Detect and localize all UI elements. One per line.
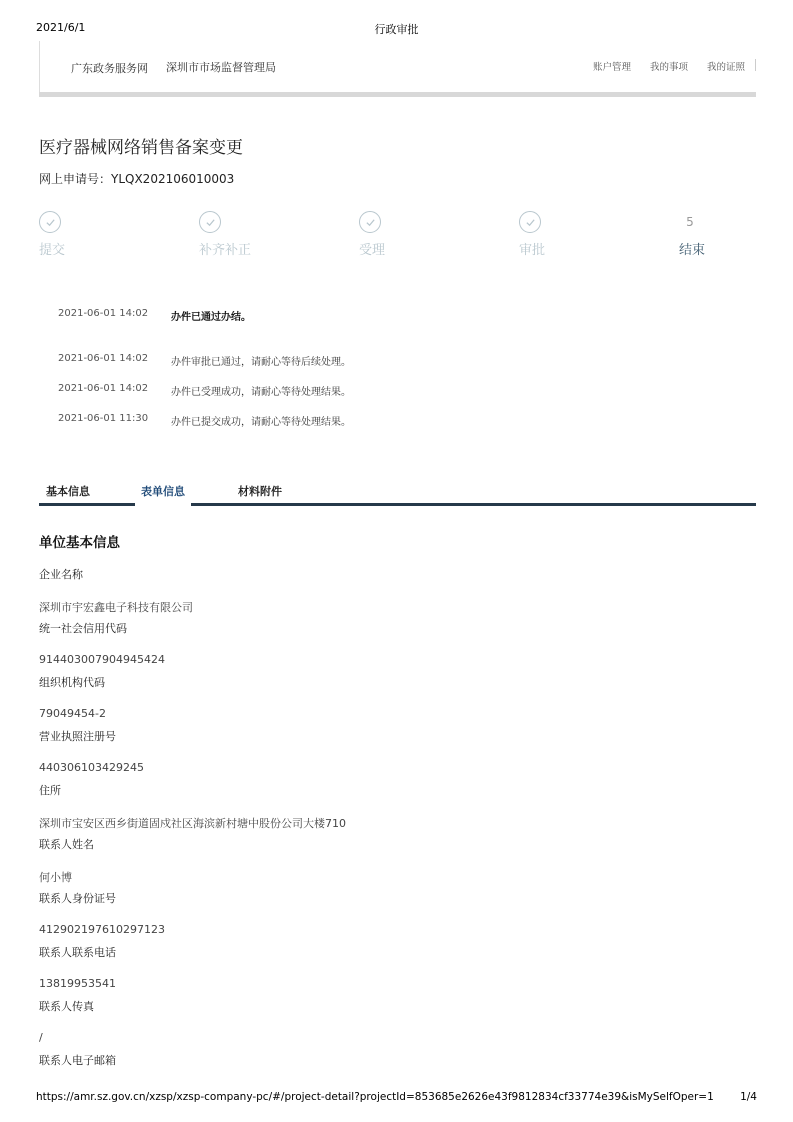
step-label: 补齐补正 (199, 243, 252, 258)
portal-link[interactable]: 广东政务服务网 (71, 62, 148, 75)
step-label: 结束 (679, 243, 706, 258)
page-title: 医疗器械网络销售备案变更 (39, 138, 243, 158)
field-label-company-name: 企业名称 (39, 568, 83, 581)
field-label-contact-name: 联系人姓名 (39, 838, 94, 851)
print-page-number: 1/4 (740, 1091, 757, 1103)
detail-tabs (39, 478, 756, 506)
timeline-time: 2021-06-01 11:30 (58, 413, 149, 424)
field-value-contact-name: 何小博 (39, 871, 72, 884)
nav-my-matters[interactable]: 我的事项 (649, 62, 688, 73)
tab-basic-info[interactable]: 基本信息 (46, 485, 90, 498)
tab-attachments[interactable]: 材料附件 (238, 485, 282, 498)
field-value-contact-phone: 13819953541 (39, 977, 116, 990)
timeline-message: 办件审批已通过，请耐心等待后续处理。 (171, 357, 351, 368)
bureau-name: 深圳市市场监督管理局 (166, 61, 276, 74)
check-icon (39, 211, 61, 233)
print-date: 2021/6/1 (36, 21, 86, 34)
step-supplement (199, 211, 279, 258)
step-label: 提交 (39, 243, 66, 258)
nav-account-management[interactable]: 账户管理 (592, 62, 631, 73)
nav-divider (755, 59, 756, 71)
field-value-address: 深圳市宝安区西乡街道固戍社区海滨新村塘中股份公司大楼710 (39, 817, 346, 830)
tab-form-info[interactable]: 表单信息 (141, 478, 185, 506)
field-value-company-name: 深圳市宇宏鑫电子科技有限公司 (39, 601, 193, 614)
step-accept (359, 211, 439, 258)
field-label-contact-fax: 联系人传真 (39, 1000, 94, 1013)
timeline-message: 办件已受理成功，请耐心等待处理结果。 (171, 387, 351, 398)
section-title: 单位基本信息 (39, 535, 120, 551)
step-label: 审批 (519, 243, 546, 258)
field-label-contact-email: 联系人电子邮箱 (39, 1054, 116, 1067)
timeline-item (58, 353, 351, 368)
field-value-credit-code: 914403007904945424 (39, 653, 165, 666)
step-number: 5 (686, 215, 694, 229)
timeline-time: 2021-06-01 14:02 (58, 353, 149, 364)
print-url: https://amr.sz.gov.cn/xzsp/xzsp-company-pc/#/project-detail?projectId=853685e2626e43f9812834cf33774e39&isMySelfOper=1 (36, 1091, 714, 1103)
timeline-time: 2021-06-01 14:02 (58, 383, 149, 394)
timeline-message: 办件已提交成功，请耐心等待处理结果。 (171, 417, 351, 428)
field-value-contact-fax: / (39, 1031, 43, 1044)
timeline-time: 2021-06-01 14:02 (58, 308, 149, 319)
progress-steps (39, 211, 756, 261)
top-navbar (39, 41, 756, 93)
application-number: 网上申请号：YLQX202106010003 (39, 172, 235, 186)
check-icon (519, 211, 541, 233)
field-label-contact-id: 联系人身份证号 (39, 892, 116, 905)
timeline-item (58, 383, 351, 398)
field-label-license-number: 营业执照注册号 (39, 730, 116, 743)
user-nav (574, 59, 756, 73)
field-value-contact-id: 412902197610297123 (39, 923, 165, 936)
print-title: 行政审批 (374, 23, 419, 36)
timeline-message: 办件已通过办结。 (171, 312, 251, 323)
step-label: 受理 (359, 243, 386, 258)
nav-my-licenses[interactable]: 我的证照 (706, 62, 745, 73)
timeline-item (58, 413, 351, 428)
field-value-org-code: 79049454-2 (39, 707, 106, 720)
field-label-contact-phone: 联系人联系电话 (39, 946, 116, 959)
step-approve (519, 211, 599, 258)
field-label-org-code: 组织机构代码 (39, 676, 105, 689)
check-icon (199, 211, 221, 233)
field-label-credit-code: 统一社会信用代码 (39, 622, 127, 635)
field-value-license-number: 440306103429245 (39, 761, 144, 774)
timeline-item (58, 308, 251, 323)
check-icon (359, 211, 381, 233)
step-finish (679, 211, 759, 258)
navbar-shadow (39, 92, 756, 97)
step-submit (39, 211, 119, 258)
field-label-address: 住所 (39, 784, 61, 797)
